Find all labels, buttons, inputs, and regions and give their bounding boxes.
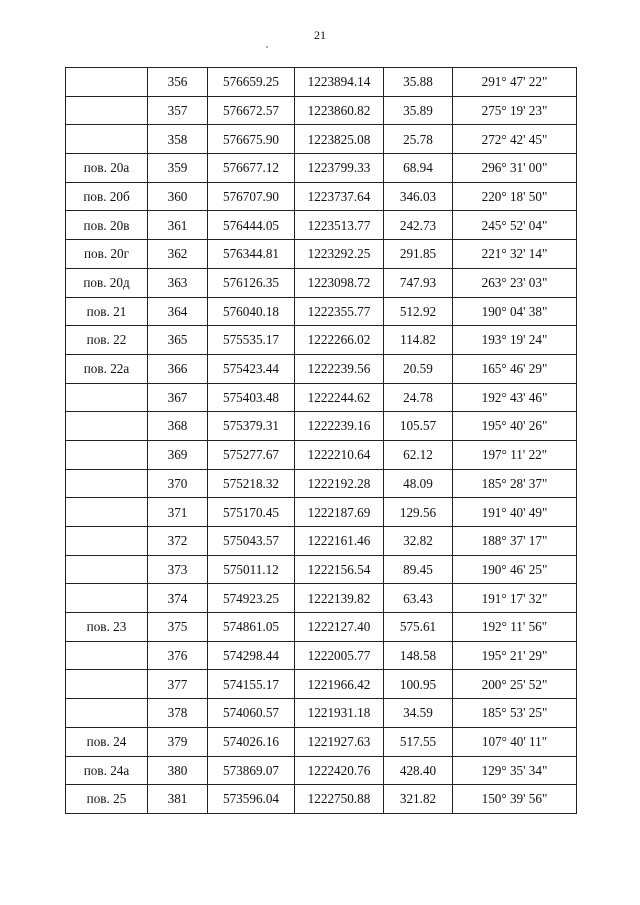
turn-point-label-cell [66,440,148,469]
turn-point-label-cell [66,96,148,125]
turn-point-label-cell: пов. 23 [66,613,148,642]
y-coordinate-cell: 1222210.64 [295,440,384,469]
direction-angle-cell: 291° 47' 22" [453,68,577,97]
point-number-cell: 357 [148,96,208,125]
turn-point-label-cell: пов. 22 [66,326,148,355]
segment-length-cell: 20.59 [384,354,453,383]
x-coordinate-cell: 575011.12 [208,555,295,584]
table-row [66,240,577,269]
y-coordinate-cell: 1221931.18 [295,699,384,728]
x-coordinate-cell: 575403.48 [208,383,295,412]
direction-angle-cell: 192° 43' 46" [453,383,577,412]
point-number-cell: 372 [148,527,208,556]
point-number-cell: 367 [148,383,208,412]
direction-angle-cell: 190° 46' 25" [453,555,577,584]
segment-length-cell: 25.78 [384,125,453,154]
point-number-cell: 380 [148,756,208,785]
turn-point-label-cell: пов. 20в [66,211,148,240]
direction-angle-cell: 188° 37' 17" [453,527,577,556]
y-coordinate-cell: 1222156.54 [295,555,384,584]
direction-angle-cell: 185° 28' 37" [453,469,577,498]
x-coordinate-cell: 575043.57 [208,527,295,556]
point-number-cell: 381 [148,785,208,814]
turn-point-label-cell [66,412,148,441]
x-coordinate-cell: 574155.17 [208,670,295,699]
segment-length-cell: 747.93 [384,268,453,297]
x-coordinate-cell: 576659.25 [208,68,295,97]
turn-point-label-cell: пов. 20д [66,268,148,297]
table-row [66,727,577,756]
direction-angle-cell: 272° 42' 45" [453,125,577,154]
table-row [66,354,577,383]
turn-point-label-cell: пов. 20г [66,240,148,269]
table-row [66,498,577,527]
x-coordinate-cell: 574861.05 [208,613,295,642]
x-coordinate-cell: 575423.44 [208,354,295,383]
direction-angle-cell: 245° 52' 04" [453,211,577,240]
x-coordinate-cell: 576677.12 [208,154,295,183]
point-number-cell: 376 [148,641,208,670]
segment-length-cell: 517.55 [384,727,453,756]
segment-length-cell: 346.03 [384,182,453,211]
turn-point-label-cell [66,584,148,613]
y-coordinate-cell: 1222239.56 [295,354,384,383]
x-coordinate-cell: 576040.18 [208,297,295,326]
table-row [66,440,577,469]
point-number-cell: 365 [148,326,208,355]
point-number-cell: 378 [148,699,208,728]
point-number-cell: 363 [148,268,208,297]
table-row [66,670,577,699]
segment-length-cell: 428.40 [384,756,453,785]
point-number-cell: 379 [148,727,208,756]
x-coordinate-cell: 576675.90 [208,125,295,154]
scan-speck [266,46,268,48]
point-number-cell: 369 [148,440,208,469]
direction-angle-cell: 221° 32' 14" [453,240,577,269]
direction-angle-cell: 197° 11' 22" [453,440,577,469]
y-coordinate-cell: 1222192.28 [295,469,384,498]
segment-length-cell: 62.12 [384,440,453,469]
y-coordinate-cell: 1223825.08 [295,125,384,154]
table-row [66,268,577,297]
segment-length-cell: 242.73 [384,211,453,240]
direction-angle-cell: 190° 04' 38" [453,297,577,326]
point-number-cell: 377 [148,670,208,699]
direction-angle-cell: 191° 40' 49" [453,498,577,527]
direction-angle-cell: 195° 21' 29" [453,641,577,670]
x-coordinate-cell: 576344.81 [208,240,295,269]
direction-angle-cell: 296° 31' 00" [453,154,577,183]
y-coordinate-cell: 1221966.42 [295,670,384,699]
table-row [66,785,577,814]
segment-length-cell: 32.82 [384,527,453,556]
segment-length-cell: 24.78 [384,383,453,412]
table-row [66,383,577,412]
page-number: 21 [314,28,326,42]
table-row [66,125,577,154]
y-coordinate-cell: 1222355.77 [295,297,384,326]
table-row [66,326,577,355]
segment-length-cell: 34.59 [384,699,453,728]
y-coordinate-cell: 1223513.77 [295,211,384,240]
segment-length-cell: 512.92 [384,297,453,326]
y-coordinate-cell: 1222244.62 [295,383,384,412]
y-coordinate-cell: 1222127.40 [295,613,384,642]
y-coordinate-cell: 1222005.77 [295,641,384,670]
direction-angle-cell: 129° 35' 34" [453,756,577,785]
table-row [66,527,577,556]
y-coordinate-cell: 1223098.72 [295,268,384,297]
turn-point-label-cell [66,498,148,527]
table-row [66,699,577,728]
y-coordinate-cell: 1223737.64 [295,182,384,211]
y-coordinate-cell: 1222187.69 [295,498,384,527]
point-number-cell: 356 [148,68,208,97]
turn-point-label-cell [66,555,148,584]
point-number-cell: 374 [148,584,208,613]
point-number-cell: 361 [148,211,208,240]
x-coordinate-cell: 574026.16 [208,727,295,756]
y-coordinate-cell: 1222266.02 [295,326,384,355]
table-row [66,756,577,785]
direction-angle-cell: 150° 39' 56" [453,785,577,814]
turn-point-label-cell: пов. 20б [66,182,148,211]
direction-angle-cell: 195° 40' 26" [453,412,577,441]
x-coordinate-cell: 573869.07 [208,756,295,785]
table-row [66,469,577,498]
segment-length-cell: 148.58 [384,641,453,670]
x-coordinate-cell: 575277.67 [208,440,295,469]
x-coordinate-cell: 576126.35 [208,268,295,297]
direction-angle-cell: 191° 17' 32" [453,584,577,613]
turn-point-label-cell: пов. 24 [66,727,148,756]
y-coordinate-cell: 1223894.14 [295,68,384,97]
y-coordinate-cell: 1221927.63 [295,727,384,756]
x-coordinate-cell: 574298.44 [208,641,295,670]
turn-point-label-cell: пов. 22а [66,354,148,383]
point-number-cell: 366 [148,354,208,383]
segment-length-cell: 105.57 [384,412,453,441]
segment-length-cell: 100.95 [384,670,453,699]
y-coordinate-cell: 1222750.88 [295,785,384,814]
table-row [66,182,577,211]
segment-length-cell: 89.45 [384,555,453,584]
point-number-cell: 371 [148,498,208,527]
segment-length-cell: 114.82 [384,326,453,355]
turn-point-label-cell [66,125,148,154]
direction-angle-cell: 275° 19' 23" [453,96,577,125]
segment-length-cell: 35.88 [384,68,453,97]
point-number-cell: 368 [148,412,208,441]
point-number-cell: 358 [148,125,208,154]
point-number-cell: 362 [148,240,208,269]
x-coordinate-cell: 575379.31 [208,412,295,441]
table-row [66,412,577,441]
segment-length-cell: 35.89 [384,96,453,125]
direction-angle-cell: 185° 53' 25" [453,699,577,728]
turn-point-label-cell [66,383,148,412]
turn-point-label-cell [66,699,148,728]
x-coordinate-cell: 574060.57 [208,699,295,728]
segment-length-cell: 68.94 [384,154,453,183]
y-coordinate-cell: 1222161.46 [295,527,384,556]
x-coordinate-cell: 575170.45 [208,498,295,527]
point-number-cell: 375 [148,613,208,642]
turn-point-label-cell [66,641,148,670]
turn-point-label-cell [66,670,148,699]
y-coordinate-cell: 1222420.76 [295,756,384,785]
turn-point-label-cell: пов. 20а [66,154,148,183]
y-coordinate-cell: 1223292.25 [295,240,384,269]
segment-length-cell: 129.56 [384,498,453,527]
turn-point-label-cell: пов. 24а [66,756,148,785]
point-number-cell: 360 [148,182,208,211]
turn-point-label-cell [66,68,148,97]
direction-angle-cell: 220° 18' 50" [453,182,577,211]
segment-length-cell: 575.61 [384,613,453,642]
segment-length-cell: 63.43 [384,584,453,613]
point-number-cell: 373 [148,555,208,584]
x-coordinate-cell: 576707.90 [208,182,295,211]
direction-angle-cell: 263° 23' 03" [453,268,577,297]
table-row [66,613,577,642]
y-coordinate-cell: 1223799.33 [295,154,384,183]
table-row [66,641,577,670]
segment-length-cell: 321.82 [384,785,453,814]
turn-point-label-cell: пов. 25 [66,785,148,814]
x-coordinate-cell: 576672.57 [208,96,295,125]
point-number-cell: 364 [148,297,208,326]
x-coordinate-cell: 573596.04 [208,785,295,814]
table-row [66,154,577,183]
y-coordinate-cell: 1222239.16 [295,412,384,441]
y-coordinate-cell: 1222139.82 [295,584,384,613]
table-row [66,555,577,584]
coordinates-table-body [66,68,577,814]
turn-point-label-cell: пов. 21 [66,297,148,326]
table-row [66,211,577,240]
table-row [66,68,577,97]
direction-angle-cell: 193° 19' 24" [453,326,577,355]
direction-angle-cell: 200° 25' 52" [453,670,577,699]
point-number-cell: 359 [148,154,208,183]
turn-point-label-cell [66,469,148,498]
table-row [66,96,577,125]
table-row [66,297,577,326]
coordinates-table [65,67,577,814]
x-coordinate-cell: 576444.05 [208,211,295,240]
table-row [66,584,577,613]
x-coordinate-cell: 575535.17 [208,326,295,355]
direction-angle-cell: 107° 40' 11" [453,727,577,756]
y-coordinate-cell: 1223860.82 [295,96,384,125]
x-coordinate-cell: 575218.32 [208,469,295,498]
segment-length-cell: 48.09 [384,469,453,498]
direction-angle-cell: 192° 11' 56" [453,613,577,642]
segment-length-cell: 291.85 [384,240,453,269]
turn-point-label-cell [66,527,148,556]
direction-angle-cell: 165° 46' 29" [453,354,577,383]
x-coordinate-cell: 574923.25 [208,584,295,613]
point-number-cell: 370 [148,469,208,498]
